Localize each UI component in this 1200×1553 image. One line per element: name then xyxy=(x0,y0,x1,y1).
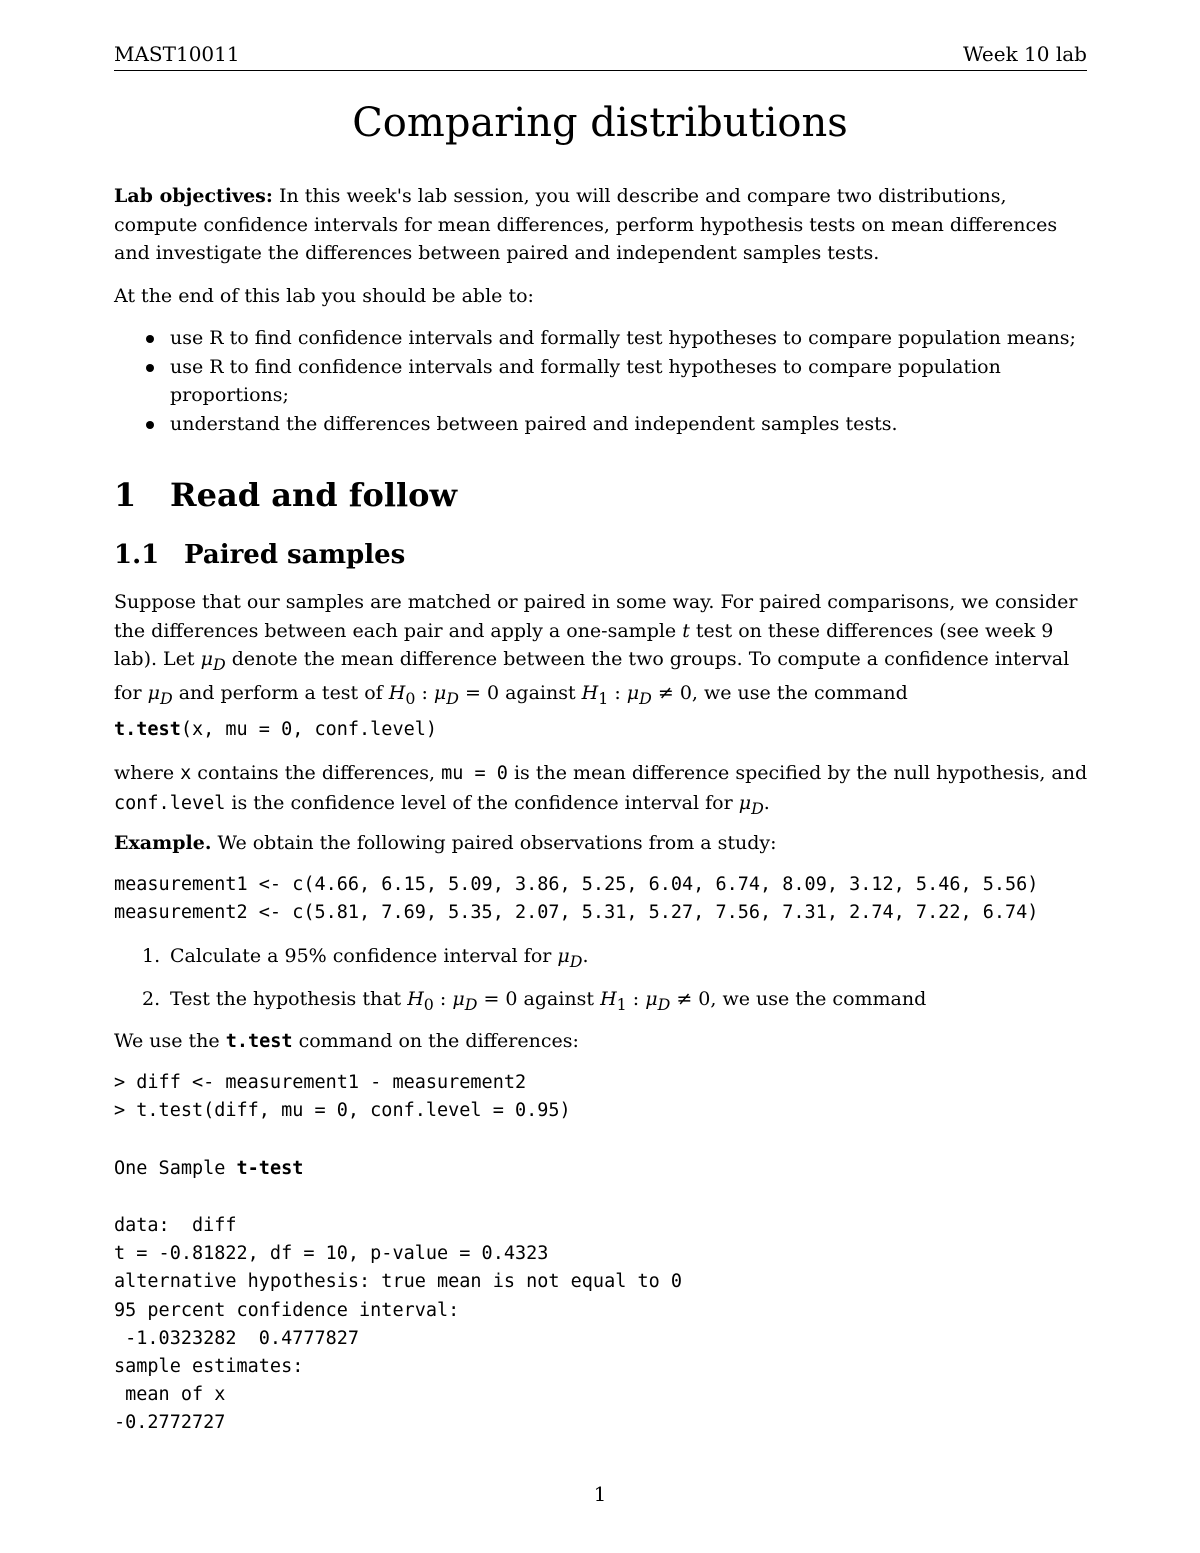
measurement1-line: measurement1 <- c(4.66, 6.15, 5.09, 3.86, 5.25, 6.04, 6.74, 8.09, 3.12, 5.46, 5.56) xyxy=(114,874,1039,895)
objectives-paragraph xyxy=(114,182,1089,268)
objectives-label: Lab objectives: xyxy=(114,185,273,207)
bullet-icon xyxy=(146,364,154,372)
console-output-mean: -0.2772727 xyxy=(114,1412,226,1433)
task-item-1: 1. Calculate a 95% confidence interval for $\mu_D$. xyxy=(142,945,589,971)
section-number: 1 xyxy=(114,476,137,514)
subsection-title: Paired samples xyxy=(184,540,406,570)
console-output-ci-label: 95 percent confidence interval: xyxy=(114,1300,460,1321)
console-line-2: > t.test(diff, mu = 0, conf.level = 0.95) xyxy=(114,1100,571,1121)
measurement2-line: measurement2 <- c(5.81, 7.69, 5.35, 2.07, 5.31, 5.27, 7.56, 7.31, 2.74, 7.22, 6.74) xyxy=(114,902,1039,923)
page-number: 1 xyxy=(593,1482,607,1506)
console-line-1: > diff <- measurement1 - measurement2 xyxy=(114,1072,527,1093)
example-label: Example. xyxy=(114,832,212,854)
bullet-icon xyxy=(146,335,154,343)
list-item: use R to find confidence intervals and formally test hypotheses to compare population means; xyxy=(114,324,1089,353)
console-output-mean-label: mean of x xyxy=(114,1384,226,1405)
objectives-text: In this week's lab session, you will describe and compare two distributions, compute confidence intervals for mean differences, perform hypothesis tests on mean differences and investigate the differences between paired and independent samples tests. xyxy=(114,185,1058,264)
where-paragraph: where x contains the differences, mu = 0 is the mean difference specified by the null hypothesis, and conf.level is the confidence level of the confidence interval for $\mu_D$. xyxy=(114,762,1088,818)
console-output-ci: -1.0323282 0.4777827 xyxy=(114,1328,360,1349)
console-output-title: One Sample t-test xyxy=(114,1158,304,1179)
subsection-heading xyxy=(114,540,405,570)
paired-paragraph: Suppose that our samples are matched or paired in some way. For paired comparisons, we consider the differences between each pair and apply a one-sample t test on these differences (see week 9 lab). Let $\mu_D$ denote the mean difference between the two groups. To compute a confidence interval for $\mu_D$ and perform a test of $H_0$ : $\mu_D = 0$ against $H_1$ : $\mu_D \ne 0$, we use the command xyxy=(114,591,1078,709)
subsection-number: 1.1 xyxy=(114,540,160,570)
end-intro: At the end of this lab you should be able to: xyxy=(114,285,534,307)
command-line: t.test(x, mu = 0, conf.level) xyxy=(114,719,438,740)
bullet-icon xyxy=(146,421,154,429)
week-label: Week 10 lab xyxy=(962,42,1087,66)
section-heading xyxy=(114,476,457,514)
task-item-2: 2. Test the hypothesis that $H_0$ : $\mu_D = 0$ against $H_1$ : $\mu_D \ne 0$, we use the command xyxy=(142,988,927,1014)
console-output-stat: t = -0.81822, df = 10, p-value = 0.4323 xyxy=(114,1243,549,1264)
console-output-alt: alternative hypothesis: true mean is not equal to 0 xyxy=(114,1271,683,1292)
list-item: use R to find confidence intervals and formally test hypotheses to compare population proportions; xyxy=(114,353,1089,410)
use-command-paragraph: We use the t.test command on the differences: xyxy=(114,1030,579,1052)
section-title: Read and follow xyxy=(170,476,458,514)
course-code: MAST10011 xyxy=(114,42,240,66)
list-item: understand the differences between paired and independent samples tests. xyxy=(114,410,1089,439)
example-paragraph: Example. We obtain the following paired observations from a study: xyxy=(114,832,777,854)
page-title: Comparing distributions xyxy=(352,100,848,146)
console-output-est-label: sample estimates: xyxy=(114,1356,304,1377)
console-output-data: data: diff xyxy=(114,1215,237,1236)
outcomes-list xyxy=(114,324,1089,438)
page-header xyxy=(114,40,1087,71)
